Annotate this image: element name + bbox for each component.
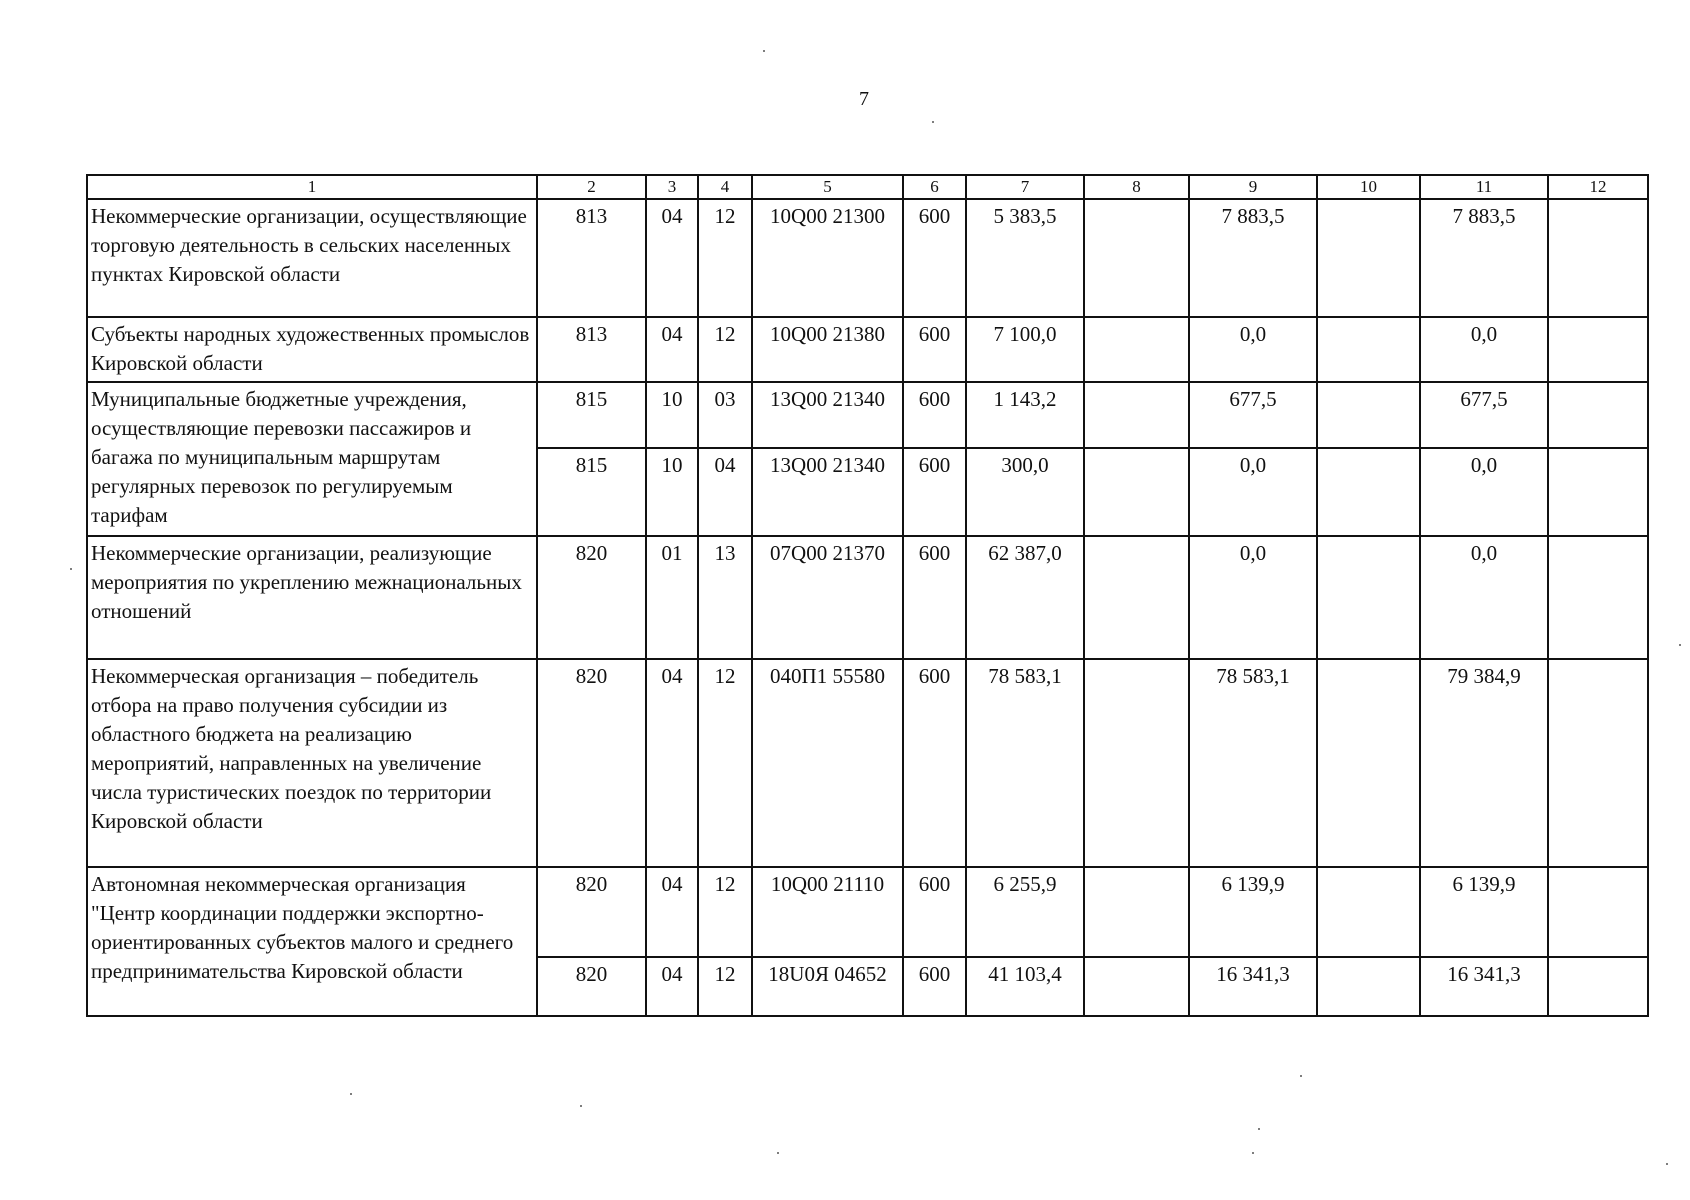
column-number: 9 — [1189, 175, 1317, 199]
table-row — [87, 867, 1648, 957]
scan-speck — [1258, 1128, 1260, 1130]
value-cell-c7: 78 583,1 — [966, 659, 1084, 867]
value-cell-c12 — [1548, 448, 1648, 536]
value-cell-c4: 04 — [698, 448, 752, 536]
scan-speck — [1252, 1152, 1254, 1154]
value-cell-c8 — [1084, 867, 1189, 957]
recipient-name-cell: Автономная некоммерческая организация "Центр координации поддержки экспортно-ориентированных субъектов малого и среднего предпринимательства Кировской области — [87, 867, 537, 1016]
value-cell-c3: 01 — [646, 536, 698, 659]
value-cell-c10 — [1317, 659, 1420, 867]
value-cell-c12 — [1548, 867, 1648, 957]
value-cell-c6: 600 — [903, 867, 966, 957]
value-cell-c6: 600 — [903, 659, 966, 867]
value-cell-c8 — [1084, 199, 1189, 317]
scan-speck — [580, 1105, 582, 1107]
value-cell-c5: 07Q00 21370 — [752, 536, 903, 659]
value-cell-c10 — [1317, 199, 1420, 317]
value-cell-c9: 677,5 — [1189, 382, 1317, 448]
column-number: 7 — [966, 175, 1084, 199]
value-cell-c8 — [1084, 957, 1189, 1016]
value-cell-c3: 04 — [646, 659, 698, 867]
value-cell-c11: 0,0 — [1420, 448, 1548, 536]
value-cell-c12 — [1548, 536, 1648, 659]
value-cell-c4: 12 — [698, 317, 752, 382]
value-cell-c6: 600 — [903, 382, 966, 448]
value-cell-c5: 18U0Я 04652 — [752, 957, 903, 1016]
column-number-row — [87, 175, 1648, 199]
recipient-name-cell: Некоммерческая организация – победитель отбора на право получения субсидии из областного бюджета на реализацию мероприятий, направленных на увеличение числа туристических поездок по территории Кировской области — [87, 659, 537, 867]
scan-speck — [932, 121, 934, 123]
column-number: 12 — [1548, 175, 1648, 199]
value-cell-c3: 04 — [646, 957, 698, 1016]
column-number: 8 — [1084, 175, 1189, 199]
budget-table — [86, 174, 1649, 1017]
column-number: 11 — [1420, 175, 1548, 199]
page-number: 7 — [859, 88, 869, 110]
value-cell-c4: 13 — [698, 536, 752, 659]
recipient-name-cell: Некоммерческие организации, осуществляющие торговую деятельность в сельских населенных пунктах Кировской области — [87, 199, 537, 317]
value-cell-c2: 815 — [537, 448, 646, 536]
value-cell-c10 — [1317, 536, 1420, 659]
value-cell-c6: 600 — [903, 448, 966, 536]
value-cell-c11: 677,5 — [1420, 382, 1548, 448]
column-number: 6 — [903, 175, 966, 199]
value-cell-c10 — [1317, 957, 1420, 1016]
value-cell-c5: 040П1 55580 — [752, 659, 903, 867]
value-cell-c4: 12 — [698, 867, 752, 957]
column-number: 2 — [537, 175, 646, 199]
value-cell-c9: 6 139,9 — [1189, 867, 1317, 957]
value-cell-c9: 78 583,1 — [1189, 659, 1317, 867]
value-cell-c11: 0,0 — [1420, 317, 1548, 382]
value-cell-c4: 12 — [698, 659, 752, 867]
value-cell-c9: 0,0 — [1189, 317, 1317, 382]
scan-speck — [777, 1152, 779, 1154]
value-cell-c12 — [1548, 382, 1648, 448]
value-cell-c2: 813 — [537, 199, 646, 317]
value-cell-c10 — [1317, 448, 1420, 536]
value-cell-c9: 0,0 — [1189, 448, 1317, 536]
value-cell-c4: 03 — [698, 382, 752, 448]
value-cell-c4: 12 — [698, 957, 752, 1016]
column-number: 4 — [698, 175, 752, 199]
value-cell-c5: 10Q00 21300 — [752, 199, 903, 317]
value-cell-c2: 820 — [537, 867, 646, 957]
value-cell-c5: 13Q00 21340 — [752, 448, 903, 536]
column-number: 1 — [87, 175, 537, 199]
value-cell-c2: 820 — [537, 957, 646, 1016]
column-number: 3 — [646, 175, 698, 199]
value-cell-c7: 7 100,0 — [966, 317, 1084, 382]
value-cell-c7: 62 387,0 — [966, 536, 1084, 659]
scan-speck — [763, 50, 765, 52]
value-cell-c8 — [1084, 659, 1189, 867]
table-row — [87, 199, 1648, 317]
value-cell-c11: 7 883,5 — [1420, 199, 1548, 317]
value-cell-c9: 16 341,3 — [1189, 957, 1317, 1016]
scan-speck — [1679, 644, 1681, 646]
value-cell-c10 — [1317, 317, 1420, 382]
value-cell-c11: 16 341,3 — [1420, 957, 1548, 1016]
value-cell-c3: 10 — [646, 448, 698, 536]
value-cell-c2: 815 — [537, 382, 646, 448]
column-number: 10 — [1317, 175, 1420, 199]
table-row — [87, 659, 1648, 867]
value-cell-c7: 41 103,4 — [966, 957, 1084, 1016]
value-cell-c4: 12 — [698, 199, 752, 317]
value-cell-c2: 813 — [537, 317, 646, 382]
table-row — [87, 382, 1648, 448]
value-cell-c3: 04 — [646, 199, 698, 317]
scan-speck — [350, 1093, 352, 1095]
value-cell-c5: 10Q00 21380 — [752, 317, 903, 382]
value-cell-c8 — [1084, 382, 1189, 448]
value-cell-c9: 0,0 — [1189, 536, 1317, 659]
value-cell-c6: 600 — [903, 317, 966, 382]
value-cell-c8 — [1084, 448, 1189, 536]
value-cell-c12 — [1548, 317, 1648, 382]
column-number: 5 — [752, 175, 903, 199]
scan-speck — [1666, 1163, 1668, 1165]
value-cell-c6: 600 — [903, 957, 966, 1016]
value-cell-c12 — [1548, 659, 1648, 867]
value-cell-c5: 13Q00 21340 — [752, 382, 903, 448]
value-cell-c6: 600 — [903, 199, 966, 317]
recipient-name-cell: Некоммерческие организации, реализующие мероприятия по укреплению межнациональных отношений — [87, 536, 537, 659]
value-cell-c12 — [1548, 957, 1648, 1016]
value-cell-c2: 820 — [537, 659, 646, 867]
value-cell-c7: 5 383,5 — [966, 199, 1084, 317]
value-cell-c3: 04 — [646, 867, 698, 957]
value-cell-c6: 600 — [903, 536, 966, 659]
scan-speck — [1300, 1075, 1302, 1077]
value-cell-c7: 1 143,2 — [966, 382, 1084, 448]
recipient-name-cell: Муниципальные бюджетные учреждения, осуществляющие перевозки пассажиров и багажа по муниципальным маршрутам регулярных перевозок по регулируемым тарифам — [87, 382, 537, 536]
value-cell-c12 — [1548, 199, 1648, 317]
value-cell-c11: 79 384,9 — [1420, 659, 1548, 867]
value-cell-c11: 6 139,9 — [1420, 867, 1548, 957]
recipient-name-cell: Субъекты народных художественных промыслов Кировской области — [87, 317, 537, 382]
value-cell-c8 — [1084, 536, 1189, 659]
value-cell-c3: 10 — [646, 382, 698, 448]
table-row — [87, 536, 1648, 659]
value-cell-c10 — [1317, 382, 1420, 448]
value-cell-c2: 820 — [537, 536, 646, 659]
value-cell-c7: 6 255,9 — [966, 867, 1084, 957]
value-cell-c11: 0,0 — [1420, 536, 1548, 659]
value-cell-c9: 7 883,5 — [1189, 199, 1317, 317]
value-cell-c5: 10Q00 21110 — [752, 867, 903, 957]
value-cell-c8 — [1084, 317, 1189, 382]
value-cell-c10 — [1317, 867, 1420, 957]
scan-speck — [70, 568, 72, 570]
value-cell-c7: 300,0 — [966, 448, 1084, 536]
value-cell-c3: 04 — [646, 317, 698, 382]
table-row — [87, 317, 1648, 382]
